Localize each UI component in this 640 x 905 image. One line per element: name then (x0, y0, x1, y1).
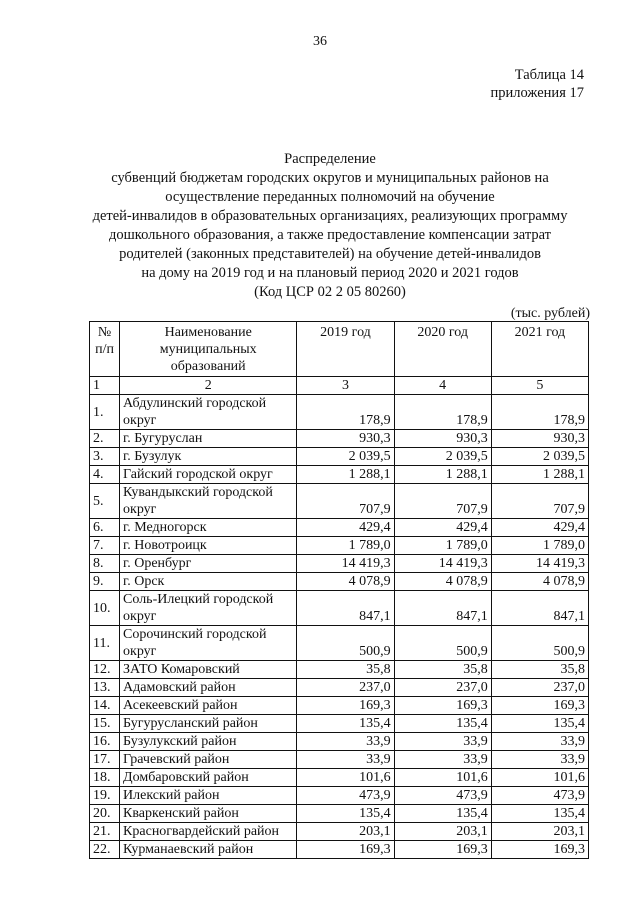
value-2019: 169,3 (297, 841, 394, 859)
value-2019: 930,3 (297, 430, 394, 448)
value-2021: 847,1 (491, 591, 588, 626)
table-row (90, 519, 589, 537)
value-2021: 4 078,9 (491, 573, 588, 591)
value-2019: 429,4 (297, 519, 394, 537)
value-2019: 237,0 (297, 679, 394, 697)
row-number: 19. (90, 787, 120, 805)
value-2021: 101,6 (491, 769, 588, 787)
municipality-name: Кувандыкский городской округ (120, 484, 297, 519)
value-2019: 500,9 (297, 626, 394, 661)
municipality-name: Курманаевский район (120, 841, 297, 859)
column-index-row (90, 377, 589, 395)
value-2020: 2 039,5 (394, 448, 491, 466)
table-row (90, 626, 589, 661)
municipality-name: Сорочинский городской округ (120, 626, 297, 661)
row-number: 17. (90, 751, 120, 769)
municipality-name: г. Орск (120, 573, 297, 591)
municipality-name: Бугурусланский район (120, 715, 297, 733)
municipality-name: ЗАТО Комаровский (120, 661, 297, 679)
table-reference (491, 66, 584, 102)
page-number: 36 (313, 34, 327, 49)
table-row (90, 484, 589, 519)
row-number: 18. (90, 769, 120, 787)
row-number: 3. (90, 448, 120, 466)
municipality-name: г. Новотроицк (120, 537, 297, 555)
table-row (90, 395, 589, 430)
value-2019: 101,6 (297, 769, 394, 787)
value-2019: 135,4 (297, 715, 394, 733)
value-2021: 33,9 (491, 751, 588, 769)
value-2019: 35,8 (297, 661, 394, 679)
value-2021: 2 039,5 (491, 448, 588, 466)
value-2020: 33,9 (394, 733, 491, 751)
value-2020: 169,3 (394, 697, 491, 715)
value-2021: 33,9 (491, 733, 588, 751)
table-row (90, 555, 589, 573)
value-2019: 33,9 (297, 733, 394, 751)
value-2020: 429,4 (394, 519, 491, 537)
municipality-name: Адамовский район (120, 679, 297, 697)
row-number: 15. (90, 715, 120, 733)
value-2020: 101,6 (394, 769, 491, 787)
column-index: 5 (491, 377, 588, 395)
column-index: 2 (120, 377, 297, 395)
units-label: (тыс. рублей) (510, 306, 590, 321)
header-num: № п/п (90, 322, 120, 377)
value-2020: 33,9 (394, 751, 491, 769)
row-number: 13. (90, 679, 120, 697)
value-2019: 1 789,0 (297, 537, 394, 555)
header-name: Наименование муниципальных образований (120, 322, 297, 377)
table-ref-line-1: Таблица 14 (514, 67, 584, 83)
table-row (90, 661, 589, 679)
value-2021: 500,9 (491, 626, 588, 661)
value-2021: 473,9 (491, 787, 588, 805)
table-row (90, 697, 589, 715)
value-2019: 169,3 (297, 697, 394, 715)
table-row (90, 751, 589, 769)
value-2020: 930,3 (394, 430, 491, 448)
municipality-name: Илекский район (120, 787, 297, 805)
value-2021: 35,8 (491, 661, 588, 679)
value-2019: 14 419,3 (297, 555, 394, 573)
municipality-name: Кваркенский район (120, 805, 297, 823)
value-2020: 1 288,1 (394, 466, 491, 484)
row-number: 9. (90, 573, 120, 591)
value-2021: 135,4 (491, 715, 588, 733)
value-2021: 1 789,0 (491, 537, 588, 555)
value-2019: 33,9 (297, 751, 394, 769)
value-2021: 135,4 (491, 805, 588, 823)
value-2019: 847,1 (297, 591, 394, 626)
value-2019: 1 288,1 (297, 466, 394, 484)
value-2021: 14 419,3 (491, 555, 588, 573)
table-row (90, 537, 589, 555)
table-row (90, 733, 589, 751)
value-2021: 169,3 (491, 697, 588, 715)
municipality-name: г. Бузулук (120, 448, 297, 466)
title-line: осуществление переданных полномочий на обучение (165, 189, 495, 205)
municipality-name: Красногвардейский район (120, 823, 297, 841)
table-header-row (90, 322, 589, 377)
value-2020: 1 789,0 (394, 537, 491, 555)
value-2021: 203,1 (491, 823, 588, 841)
municipality-name: Бузулукский район (120, 733, 297, 751)
column-index: 3 (297, 377, 394, 395)
value-2019: 473,9 (297, 787, 394, 805)
row-number: 11. (90, 626, 120, 661)
title-line: родителей (законных представителей) на обучение детей-инвалидов (119, 246, 541, 262)
document-title (70, 150, 590, 302)
value-2020: 135,4 (394, 715, 491, 733)
value-2021: 1 288,1 (491, 466, 588, 484)
value-2020: 178,9 (394, 395, 491, 430)
municipality-name: Гайский городской округ (120, 466, 297, 484)
row-number: 21. (90, 823, 120, 841)
value-2020: 169,3 (394, 841, 491, 859)
row-number: 8. (90, 555, 120, 573)
row-number: 14. (90, 697, 120, 715)
value-2021: 429,4 (491, 519, 588, 537)
municipality-name: Асекеевский район (120, 697, 297, 715)
row-number: 5. (90, 484, 120, 519)
value-2020: 203,1 (394, 823, 491, 841)
municipality-name: г. Медногорск (120, 519, 297, 537)
table-ref-line-2: приложения 17 (490, 85, 584, 101)
row-number: 10. (90, 591, 120, 626)
value-2020: 707,9 (394, 484, 491, 519)
table-row (90, 823, 589, 841)
title-line: на дому на 2019 год и на плановый период 2020 и 2021 годов (141, 265, 519, 281)
value-2020: 35,8 (394, 661, 491, 679)
value-2020: 473,9 (394, 787, 491, 805)
title-line: дошкольного образования, а также предоставление компенсации затрат (108, 227, 551, 243)
distribution-table (89, 321, 589, 859)
header-2021: 2021 год (491, 322, 588, 377)
row-number: 7. (90, 537, 120, 555)
value-2020: 500,9 (394, 626, 491, 661)
value-2020: 237,0 (394, 679, 491, 697)
table-row (90, 715, 589, 733)
value-2021: 178,9 (491, 395, 588, 430)
value-2020: 847,1 (394, 591, 491, 626)
row-number: 20. (90, 805, 120, 823)
table-row (90, 805, 589, 823)
value-2019: 178,9 (297, 395, 394, 430)
value-2021: 237,0 (491, 679, 588, 697)
value-2021: 169,3 (491, 841, 588, 859)
value-2021: 707,9 (491, 484, 588, 519)
row-number: 2. (90, 430, 120, 448)
value-2020: 14 419,3 (394, 555, 491, 573)
value-2019: 203,1 (297, 823, 394, 841)
table-row (90, 430, 589, 448)
row-number: 12. (90, 661, 120, 679)
title-line: Распределение (284, 151, 376, 167)
table-row (90, 679, 589, 697)
table-row (90, 769, 589, 787)
row-number: 22. (90, 841, 120, 859)
municipality-name: г. Оренбург (120, 555, 297, 573)
table-row (90, 787, 589, 805)
municipality-name: Абдулинский городской округ (120, 395, 297, 430)
title-line: (Код ЦСР 02 2 05 80260) (254, 284, 406, 300)
municipality-name: Грачевский район (120, 751, 297, 769)
row-number: 4. (90, 466, 120, 484)
title-line: детей-инвалидов в образовательных организациях, реализующих программу (92, 208, 568, 224)
value-2019: 4 078,9 (297, 573, 394, 591)
value-2020: 135,4 (394, 805, 491, 823)
title-line: субвенций бюджетам городских округов и муниципальных районов на (111, 170, 549, 186)
column-index: 1 (90, 377, 120, 395)
table-row (90, 573, 589, 591)
municipality-name: Домбаровский район (120, 769, 297, 787)
row-number: 16. (90, 733, 120, 751)
value-2020: 4 078,9 (394, 573, 491, 591)
value-2019: 707,9 (297, 484, 394, 519)
value-2019: 135,4 (297, 805, 394, 823)
row-number: 1. (90, 395, 120, 430)
municipality-name: Соль-Илецкий городской округ (120, 591, 297, 626)
header-2019: 2019 год (297, 322, 394, 377)
header-2020: 2020 год (394, 322, 491, 377)
table-row (90, 448, 589, 466)
table-row (90, 841, 589, 859)
municipality-name: г. Бугуруслан (120, 430, 297, 448)
table-row (90, 591, 589, 626)
value-2019: 2 039,5 (297, 448, 394, 466)
row-number: 6. (90, 519, 120, 537)
value-2021: 930,3 (491, 430, 588, 448)
table-row (90, 466, 589, 484)
column-index: 4 (394, 377, 491, 395)
